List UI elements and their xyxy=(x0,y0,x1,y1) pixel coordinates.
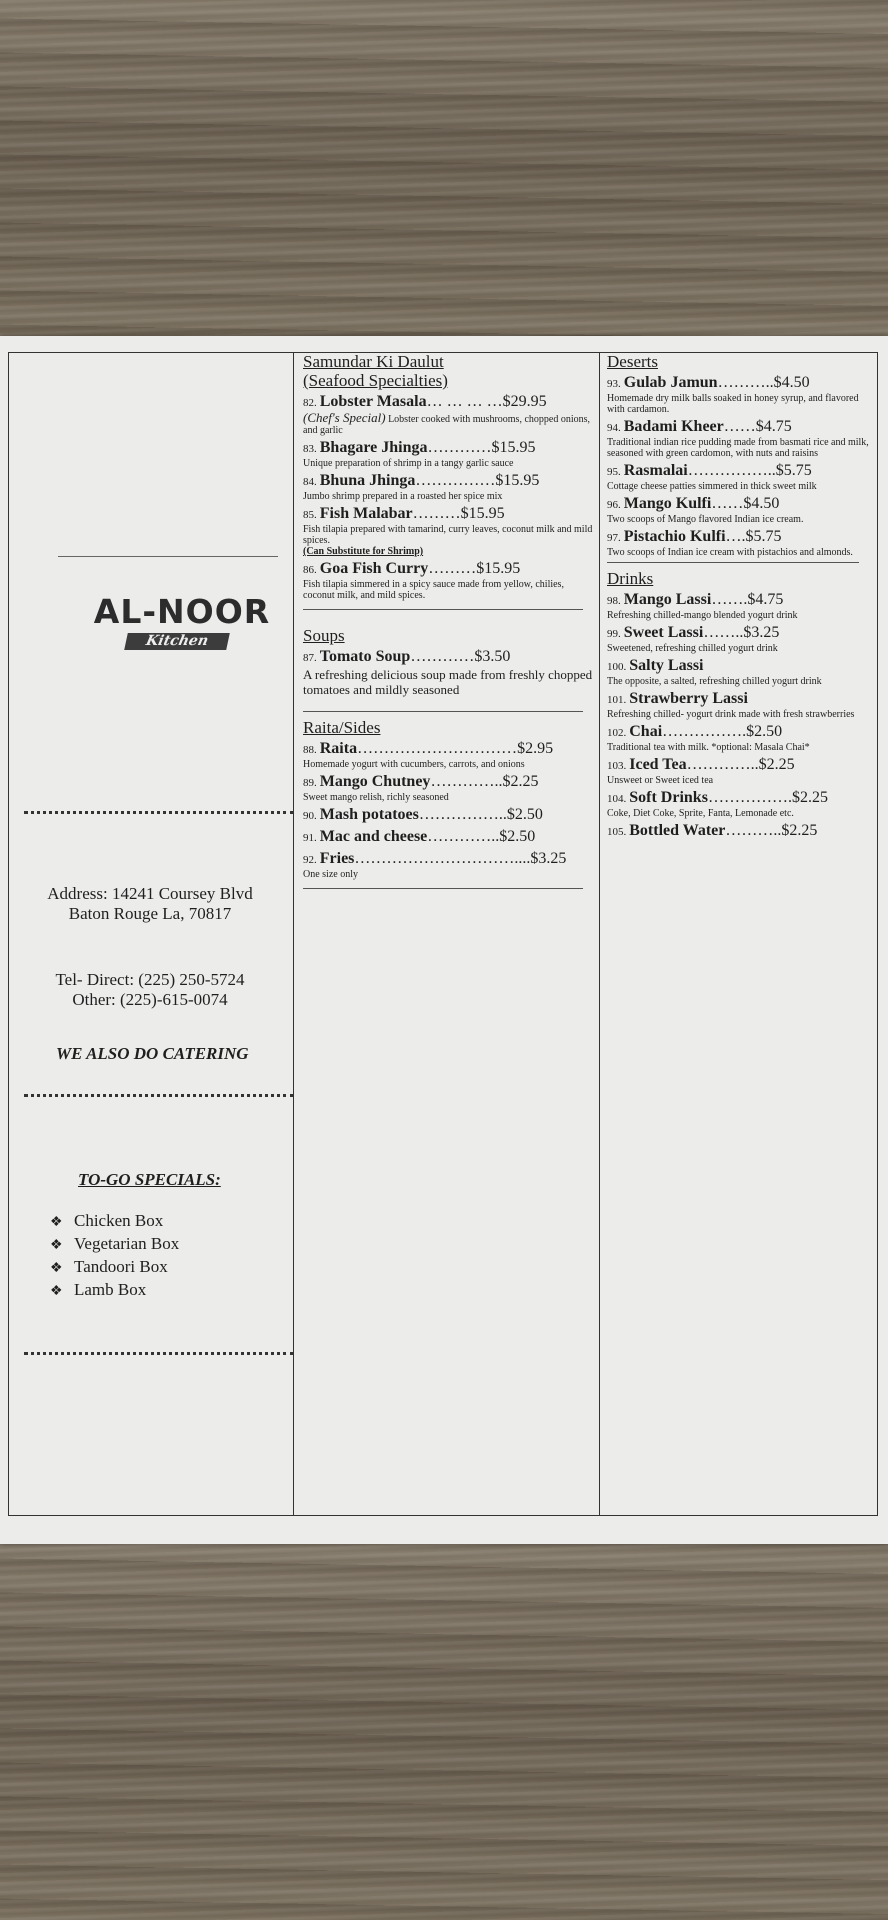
item-dots: …………… xyxy=(415,472,496,489)
logo xyxy=(42,592,292,650)
item-dots: ………………………… xyxy=(357,740,518,757)
item-price: $4.75 xyxy=(755,418,792,435)
item-number: 82. xyxy=(303,397,317,409)
drinks-title: Drinks xyxy=(607,569,654,588)
address-line-2: Baton Rouge La, 70817 xyxy=(68,904,232,923)
menu-item-line xyxy=(607,624,869,643)
item-name: Lobster Masala xyxy=(319,393,427,410)
soups-title: Soups xyxy=(303,626,345,645)
item-description: Traditional indian rice pudding made from basmati rice and milk, seasoned with green cardomon, with nuts and raisins xyxy=(607,437,869,459)
menu-item xyxy=(303,773,593,803)
item-dots: …….. xyxy=(703,624,744,641)
item-number: 95. xyxy=(607,466,621,478)
item-dots: ……… xyxy=(412,505,461,522)
section-rule xyxy=(303,609,583,610)
item-dots: ……………. xyxy=(707,789,792,806)
item-name: Badami Kheer xyxy=(623,418,724,435)
item-price: $2.25 xyxy=(791,789,828,806)
address-line-1: Address: 14241 Coursey Blvd xyxy=(47,884,253,903)
raita-title: Raita/Sides xyxy=(303,718,381,737)
menu-item xyxy=(607,528,869,558)
menu-item-line xyxy=(303,828,593,847)
item-description: A refreshing delicious soup made from freshly chopped tomatoes and mildly seasoned xyxy=(303,667,593,697)
item-dots: ……. xyxy=(711,591,748,608)
item-name: Bhagare Jhinga xyxy=(319,439,428,456)
item-price: $2.25 xyxy=(781,822,818,839)
item-name: Mango Kulfi xyxy=(623,495,712,512)
togo-title: TO-GO SPECIALS: xyxy=(78,1170,221,1189)
seafood-subtitle: (Seafood Specialties) xyxy=(303,371,448,390)
menu-item-line xyxy=(607,789,869,808)
menu-item-line xyxy=(303,560,593,579)
item-note: (Can Substitute for Shrimp) xyxy=(303,546,424,557)
menu-item xyxy=(607,462,869,492)
item-price: $2.50 xyxy=(499,828,536,845)
menu-item-line xyxy=(607,822,869,841)
menu-item-line xyxy=(607,374,869,393)
menu-item-line xyxy=(303,505,593,524)
item-dots: …………….. xyxy=(687,462,776,479)
item-dots: ………….. xyxy=(427,828,500,845)
item-name: Bottled Water xyxy=(629,822,726,839)
menu-item-line xyxy=(303,648,593,667)
raita-list xyxy=(303,740,593,880)
menu-sheet xyxy=(0,336,888,1544)
item-number: 86. xyxy=(303,564,317,576)
menu-item xyxy=(303,740,593,770)
brand-name: AL-NOOR xyxy=(93,592,271,631)
item-name: Strawberry Lassi xyxy=(629,690,748,707)
item-description: Cottage cheese patties simmered in thick sweet milk xyxy=(607,481,817,492)
menu-item xyxy=(607,418,869,459)
menu-item xyxy=(303,505,593,557)
deserts-list xyxy=(607,374,869,558)
item-dots: ………….. xyxy=(686,756,759,773)
brand-sub: Kitchen xyxy=(124,633,230,650)
item-price: $2.25 xyxy=(758,756,795,773)
item-number: 84. xyxy=(303,476,317,488)
item-number: 94. xyxy=(607,422,621,434)
item-name: Bhuna Jhinga xyxy=(319,472,416,489)
menu-item xyxy=(607,789,869,819)
item-price: $4.75 xyxy=(747,591,784,608)
togo-item: ❖ Vegetarian Box xyxy=(50,1233,179,1256)
menu-item-line xyxy=(607,462,869,481)
item-description: Sweet mango relish, richly seasoned xyxy=(303,792,449,803)
item-name: Mango Chutney xyxy=(319,773,431,790)
item-number: 97. xyxy=(607,532,621,544)
item-number: 93. xyxy=(607,378,621,390)
info-column xyxy=(8,352,292,1514)
section-rule xyxy=(303,711,583,712)
item-price: $15.95 xyxy=(460,505,505,522)
item-name: Goa Fish Curry xyxy=(319,560,429,577)
item-description: One size only xyxy=(303,869,358,880)
menu-item-line xyxy=(607,591,869,610)
phone-direct: Tel- Direct: (225) 250-5724 xyxy=(55,970,245,989)
menu-item-line xyxy=(303,439,593,458)
item-number: 89. xyxy=(303,777,317,789)
item-price: $2.50 xyxy=(746,723,783,740)
dotted-divider xyxy=(24,1094,294,1097)
menu-item xyxy=(607,624,869,654)
menu-item xyxy=(607,690,869,720)
togo-item: ❖ Tandoori Box xyxy=(50,1256,179,1279)
item-dots: …. xyxy=(725,528,746,545)
item-price: $3.50 xyxy=(474,648,511,665)
item-name: Salty Lassi xyxy=(629,657,704,674)
logo-top-rule xyxy=(58,556,278,557)
phones xyxy=(8,970,292,1010)
item-name: Fries xyxy=(319,850,355,867)
phone-other: Other: (225)-615-0074 xyxy=(72,990,228,1009)
item-price: $29.95 xyxy=(502,393,547,410)
menu-item xyxy=(303,648,593,697)
item-name: Sweet Lassi xyxy=(623,624,704,641)
item-name: Soft Drinks xyxy=(629,789,708,806)
menu-item xyxy=(607,756,869,786)
item-description: Refreshing chilled- yogurt drink made with fresh strawberries xyxy=(607,709,855,720)
item-number: 88. xyxy=(303,744,317,756)
menu-item xyxy=(303,806,593,825)
menu-item-line xyxy=(607,723,869,742)
deserts-title: Deserts xyxy=(607,352,658,371)
menu-item xyxy=(303,828,593,847)
togo-item: ❖ Chicken Box xyxy=(50,1210,179,1233)
item-number: 90. xyxy=(303,810,317,822)
item-number: 105. xyxy=(607,826,627,838)
menu-item-line xyxy=(303,740,593,759)
menu-item-line xyxy=(607,528,869,547)
item-number: 100. xyxy=(607,661,627,673)
wood-table-top xyxy=(0,0,888,340)
item-dots: …… xyxy=(711,495,744,512)
item-description: Fish tilapia prepared with tamarind, curry leaves, coconut milk and mild spices. xyxy=(303,524,593,546)
item-name: Iced Tea xyxy=(629,756,687,773)
item-dots: ……………. xyxy=(662,723,747,740)
chef-special-label: (Chef's Special) xyxy=(303,410,386,425)
item-price: $2.50 xyxy=(506,806,543,823)
item-description: Traditional tea with milk. *optional: Masala Chai* xyxy=(607,742,810,753)
item-name: Gulab Jamun xyxy=(623,374,718,391)
item-price: $3.25 xyxy=(530,850,567,867)
menu-item xyxy=(607,822,869,841)
soups-list xyxy=(303,648,593,697)
item-dots: ………… xyxy=(427,439,492,456)
item-number: 85. xyxy=(303,509,317,521)
bullet-icon: ❖ xyxy=(50,1261,63,1276)
item-dots: ………………………….... xyxy=(354,850,531,867)
item-dots: ……….. xyxy=(717,374,774,391)
togo-list xyxy=(50,1210,179,1302)
item-description xyxy=(303,412,593,436)
menu-item xyxy=(303,850,593,880)
item-price: $4.50 xyxy=(743,495,780,512)
item-description: Homemade dry milk balls soaked in honey syrup, and flavored with cardamon. xyxy=(607,393,859,415)
menu-item-line xyxy=(303,773,593,792)
item-price: $3.25 xyxy=(743,624,780,641)
item-dots: ……… xyxy=(428,560,477,577)
item-price: $15.95 xyxy=(476,560,521,577)
item-description: Sweetened, refreshing chilled yogurt drink xyxy=(607,643,778,654)
mains-column xyxy=(303,352,593,895)
address xyxy=(8,884,292,924)
menu-item xyxy=(607,723,869,753)
item-price: $15.95 xyxy=(491,439,536,456)
menu-item xyxy=(607,591,869,621)
item-desc-text: Lobster cooked with mushrooms, chopped onions, and garlic xyxy=(303,414,590,436)
item-number: 83. xyxy=(303,443,317,455)
menu-item-line xyxy=(607,657,869,676)
item-description: Coke, Diet Coke, Sprite, Fanta, Lemonade etc. xyxy=(607,808,794,819)
item-dots: …… xyxy=(723,418,756,435)
item-name: Pistachio Kulfi xyxy=(623,528,726,545)
menu-item-line xyxy=(303,850,593,869)
column-divider-1 xyxy=(293,353,294,1515)
item-description: Jumbo shrimp prepared in a roasted her spice mix xyxy=(303,491,503,502)
item-description: The opposite, a salted, refreshing chilled yogurt drink xyxy=(607,676,822,687)
menu-item-line xyxy=(303,806,593,825)
item-number: 87. xyxy=(303,652,317,664)
item-name: Raita xyxy=(319,740,358,757)
menu-item xyxy=(607,495,869,525)
item-number: 104. xyxy=(607,793,627,805)
menu-item-line xyxy=(607,495,869,514)
item-number: 98. xyxy=(607,595,621,607)
item-price: $2.25 xyxy=(502,773,539,790)
dotted-divider xyxy=(24,811,294,814)
menu-item-line xyxy=(607,690,869,709)
item-dots: … … … … xyxy=(426,393,503,410)
item-price: $2.95 xyxy=(517,740,554,757)
seafood-list xyxy=(303,393,593,601)
item-number: 99. xyxy=(607,628,621,640)
item-dots: ………….. xyxy=(430,773,503,790)
item-number: 101. xyxy=(607,694,627,706)
item-description: Two scoops of Indian ice cream with pistachios and almonds. xyxy=(607,547,853,558)
item-price: $15.95 xyxy=(495,472,540,489)
desserts-drinks-column xyxy=(607,352,869,841)
item-number: 91. xyxy=(303,832,317,844)
item-description: Unique preparation of shrimp in a tangy garlic sauce xyxy=(303,458,514,469)
item-dots: ……….. xyxy=(725,822,782,839)
wood-table-bottom xyxy=(0,1540,888,1920)
item-name: Mac and cheese xyxy=(319,828,428,845)
item-description: Homemade yogurt with cucumbers, carrots, and onions xyxy=(303,759,525,770)
item-dots: …………….. xyxy=(418,806,507,823)
item-number: 102. xyxy=(607,727,627,739)
column-divider-2 xyxy=(599,353,600,1515)
item-name: Mash potatoes xyxy=(319,806,419,823)
item-name: Chai xyxy=(629,723,663,740)
catering-note: WE ALSO DO CATERING xyxy=(56,1044,249,1063)
menu-item xyxy=(303,393,593,436)
seafood-title: Samundar Ki Daulut xyxy=(303,352,444,371)
menu-item-line xyxy=(607,418,869,437)
item-name: Tomato Soup xyxy=(319,648,411,665)
item-description: Fish tilapia simmered in a spicy sauce made from yellow, chilies, coconut milk, and mild spices. xyxy=(303,579,564,601)
item-price: $5.75 xyxy=(745,528,782,545)
bullet-icon: ❖ xyxy=(50,1284,63,1299)
item-description: Two scoops of Mango flavored Indian ice cream. xyxy=(607,514,804,525)
menu-item xyxy=(303,472,593,502)
item-number: 96. xyxy=(607,499,621,511)
item-description: Refreshing chilled-mango blended yogurt drink xyxy=(607,610,798,621)
drinks-list xyxy=(607,591,869,841)
togo-item: ❖ Lamb Box xyxy=(50,1279,179,1302)
bullet-icon: ❖ xyxy=(50,1238,63,1253)
dotted-divider xyxy=(24,1352,294,1355)
item-name: Rasmalai xyxy=(623,462,688,479)
menu-item-line xyxy=(607,756,869,775)
menu-item xyxy=(607,657,869,687)
item-dots: ………… xyxy=(410,648,475,665)
section-rule xyxy=(303,888,583,889)
bullet-icon: ❖ xyxy=(50,1215,63,1230)
menu-item xyxy=(607,374,869,415)
item-number: 92. xyxy=(303,854,317,866)
menu-item xyxy=(303,560,593,601)
section-rule xyxy=(607,562,859,563)
item-name: Mango Lassi xyxy=(623,591,712,608)
item-number: 103. xyxy=(607,760,627,772)
item-price: $4.50 xyxy=(773,374,810,391)
item-price: $5.75 xyxy=(775,462,812,479)
menu-item-line xyxy=(303,472,593,491)
item-name: Fish Malabar xyxy=(319,505,413,522)
menu-item xyxy=(303,439,593,469)
item-description: Unsweet or Sweet iced tea xyxy=(607,775,714,786)
